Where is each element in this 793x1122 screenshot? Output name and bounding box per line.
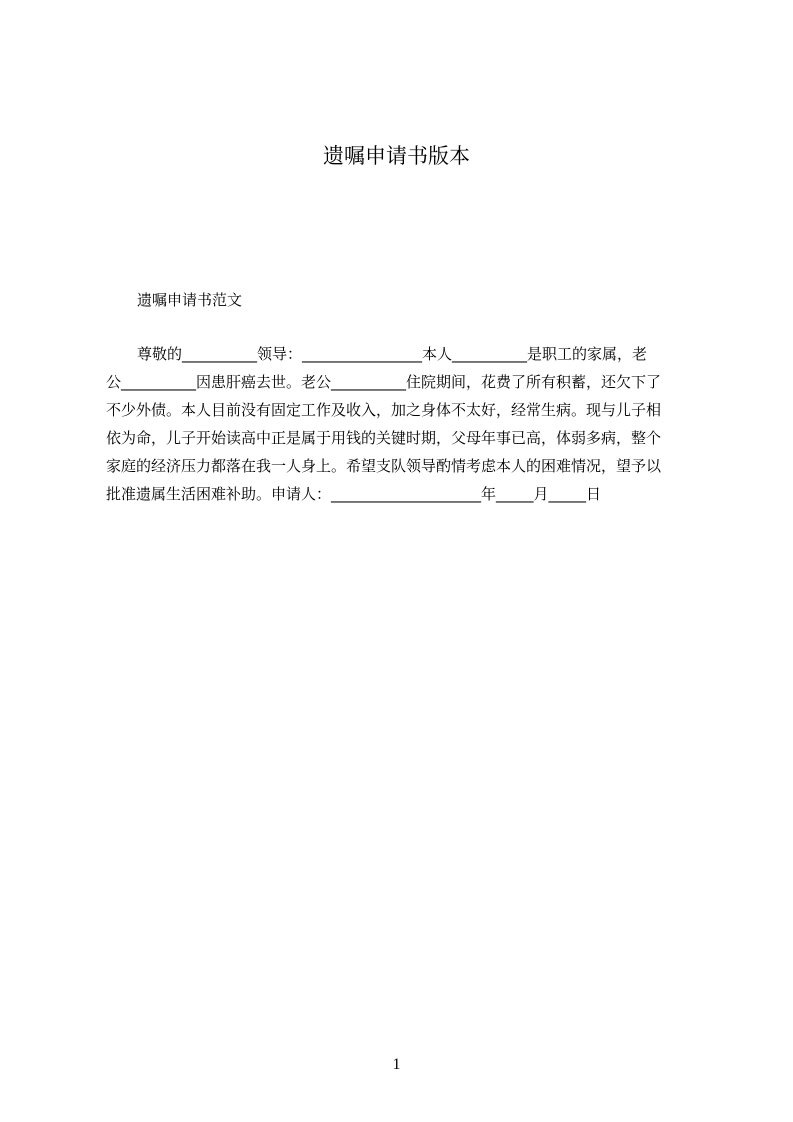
body-line: 批准遗属生活困难补助。申请人：____________________年_____月_____日: [106, 485, 602, 503]
body-line: 尊敬的__________领导：________________本人__________是职工的家属，老: [137, 345, 648, 363]
body-line: 家庭的经济压力都落在我一人身上。希望支队领导酌情考虑本人的困难情况，望予以: [106, 457, 662, 475]
body-line: 公__________因患肝癌去世。老公__________住院期间，花费了所有积蓄，还欠下了: [106, 373, 662, 391]
body-line: 不少外债。本人目前没有固定工作及收入，加之身体不太好，经常生病。现与儿子相: [106, 401, 662, 419]
document-title: 遗嘱申请书版本: [323, 144, 470, 168]
page-number: 1: [392, 1056, 401, 1073]
body-line: 依为命，儿子开始读高中正是属于用钱的关键时期，父母年事已高，体弱多病，整个: [106, 429, 662, 447]
document-subtitle: 遗嘱申请书范文: [137, 291, 243, 309]
